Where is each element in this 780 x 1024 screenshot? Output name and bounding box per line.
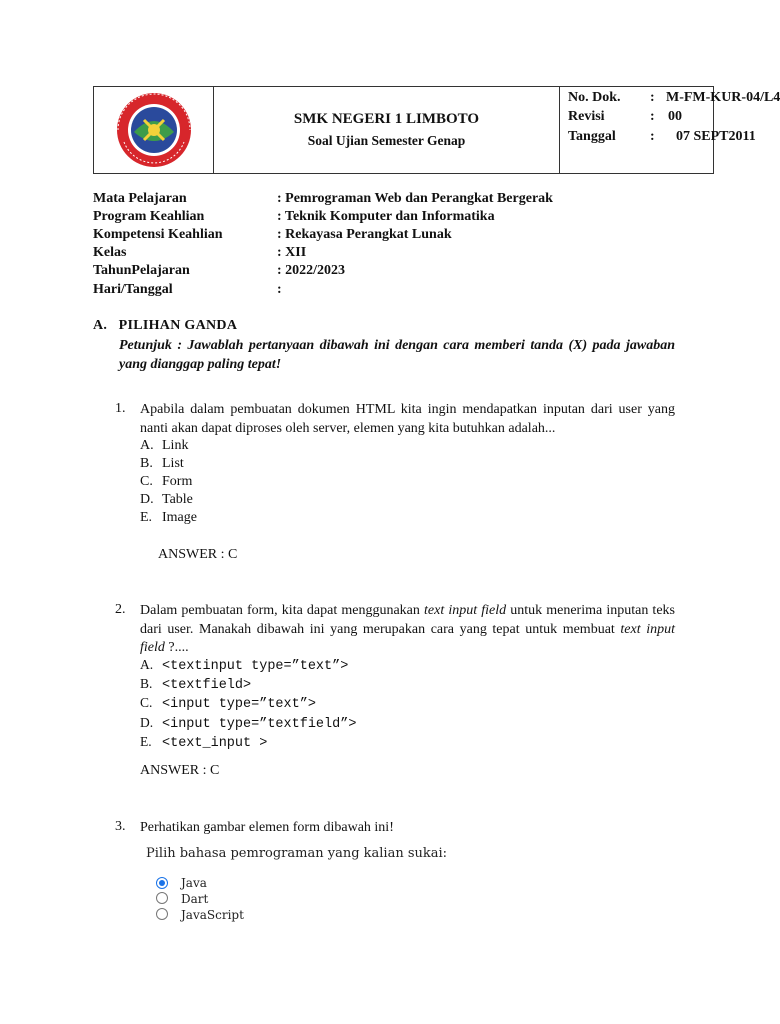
radio-label-dart: Dart bbox=[181, 892, 209, 906]
option-letter: A. bbox=[140, 438, 154, 453]
form-screenshot bbox=[140, 840, 460, 940]
question-text-emphasis: text input field bbox=[140, 621, 675, 655]
option-letter: E. bbox=[140, 734, 152, 749]
school-name: SMK NEGERI 1 LIMBOTO bbox=[293, 111, 480, 127]
revision-value: 00 bbox=[668, 109, 682, 124]
question-number: 2. bbox=[115, 602, 126, 617]
option-text: <textfield> bbox=[162, 678, 252, 693]
date-label: Tanggal bbox=[568, 129, 616, 144]
doc-number-colon: : bbox=[650, 90, 655, 105]
option-letter: C. bbox=[140, 695, 153, 710]
instructions: Petunjuk : Jawablah pertanyaan dibawah ini dengan cara memberi tanda (X) pada jawaban yang dianggap paling tepat! bbox=[119, 338, 675, 372]
question-text bbox=[140, 602, 675, 658]
option-text: Image bbox=[162, 510, 197, 525]
date-value: 07 SEPT2011 bbox=[676, 129, 756, 144]
option[interactable] bbox=[140, 676, 251, 693]
option[interactable] bbox=[140, 734, 267, 751]
option[interactable] bbox=[140, 510, 197, 526]
info-value: : Rekayasa Perangkat Lunak bbox=[277, 227, 452, 242]
document-header-table bbox=[93, 86, 780, 174]
radio-label-javascript: JavaScript bbox=[181, 908, 244, 922]
option-letter: B. bbox=[140, 676, 153, 691]
date-colon: : bbox=[650, 129, 655, 144]
doc-number-value: M-FM-KUR-04/L4 bbox=[666, 90, 780, 105]
option[interactable] bbox=[140, 492, 193, 508]
question-text-part: ?.... bbox=[164, 640, 189, 655]
option-letter: C. bbox=[140, 474, 153, 489]
info-value: : XII bbox=[277, 245, 307, 260]
option[interactable] bbox=[140, 474, 192, 490]
option-letter: E. bbox=[140, 510, 153, 525]
info-value: : Teknik Komputer dan Informatika bbox=[277, 209, 495, 224]
option-text: <input type=”text”> bbox=[162, 697, 316, 712]
question-text: Perhatikan gambar elemen form dibawah ini! bbox=[140, 820, 394, 835]
doc-number-label: No. Dok. bbox=[568, 90, 621, 105]
radio-javascript[interactable] bbox=[156, 908, 168, 920]
radio-java[interactable] bbox=[156, 877, 168, 889]
option[interactable] bbox=[140, 695, 316, 712]
option[interactable] bbox=[140, 438, 188, 454]
revision-label: Revisi bbox=[568, 109, 605, 124]
option[interactable] bbox=[140, 715, 356, 732]
option-text: Link bbox=[162, 438, 189, 453]
radio-dart[interactable] bbox=[156, 892, 168, 904]
question-number: 1. bbox=[115, 401, 126, 416]
info-label: TahunPelajaran bbox=[93, 263, 190, 278]
section-title: A. PILIHAN GANDA bbox=[93, 318, 238, 333]
option[interactable] bbox=[140, 456, 184, 472]
school-title-cell bbox=[214, 87, 560, 173]
logo-cell bbox=[94, 87, 214, 173]
school-logo bbox=[104, 90, 204, 170]
question-text-part: Dalam pembuatan form, kita dapat menggunakan bbox=[140, 603, 424, 618]
info-label: Program Keahlian bbox=[93, 209, 205, 224]
question-number: 3. bbox=[115, 819, 126, 834]
revision-colon: : bbox=[650, 109, 655, 124]
option[interactable] bbox=[140, 657, 348, 674]
info-label: Kelas bbox=[93, 245, 127, 260]
info-label: Hari/Tanggal bbox=[93, 282, 173, 297]
option-letter: B. bbox=[140, 456, 153, 471]
info-value: : bbox=[277, 282, 282, 297]
question-text: Apabila dalam pembuatan dokumen HTML kita ingin mendapatkan inputan dari user yang nanti akan dapat diproses oleh server, elemen yang kita butuhkan adalah... bbox=[140, 402, 675, 436]
exam-title: Soal Ujian Semester Genap bbox=[307, 133, 466, 148]
option-letter: D. bbox=[140, 492, 154, 507]
form-question-label: Pilih bahasa pemrograman yang kalian sukai: bbox=[146, 846, 448, 861]
info-value: : 2022/2023 bbox=[277, 263, 346, 278]
question-text-emphasis: text input field bbox=[424, 603, 507, 618]
option-text: <input type=”textfield”> bbox=[162, 717, 357, 732]
option-text: <textinput type=”text”> bbox=[162, 659, 349, 674]
option-letter: D. bbox=[140, 715, 154, 730]
document-meta-cell bbox=[560, 87, 780, 173]
info-label: Kompetensi Keahlian bbox=[93, 227, 223, 242]
option-text: List bbox=[162, 456, 184, 471]
option-text: Table bbox=[162, 492, 193, 507]
option-text: <text_input > bbox=[162, 736, 268, 751]
answer-text: ANSWER : C bbox=[158, 547, 238, 562]
question-text-part: untuk menerima inputan teks dari user. Manakah dibawah ini yang merupakan cara yang tepat untuk membuat bbox=[140, 603, 675, 637]
radio-label-java: Java bbox=[181, 876, 207, 890]
option-letter: A. bbox=[140, 657, 154, 672]
info-label: Mata Pelajaran bbox=[93, 191, 187, 206]
info-value: : Pemrograman Web dan Perangkat Bergerak bbox=[277, 191, 553, 206]
option-text: Form bbox=[162, 474, 193, 489]
answer-text: ANSWER : C bbox=[140, 763, 220, 778]
